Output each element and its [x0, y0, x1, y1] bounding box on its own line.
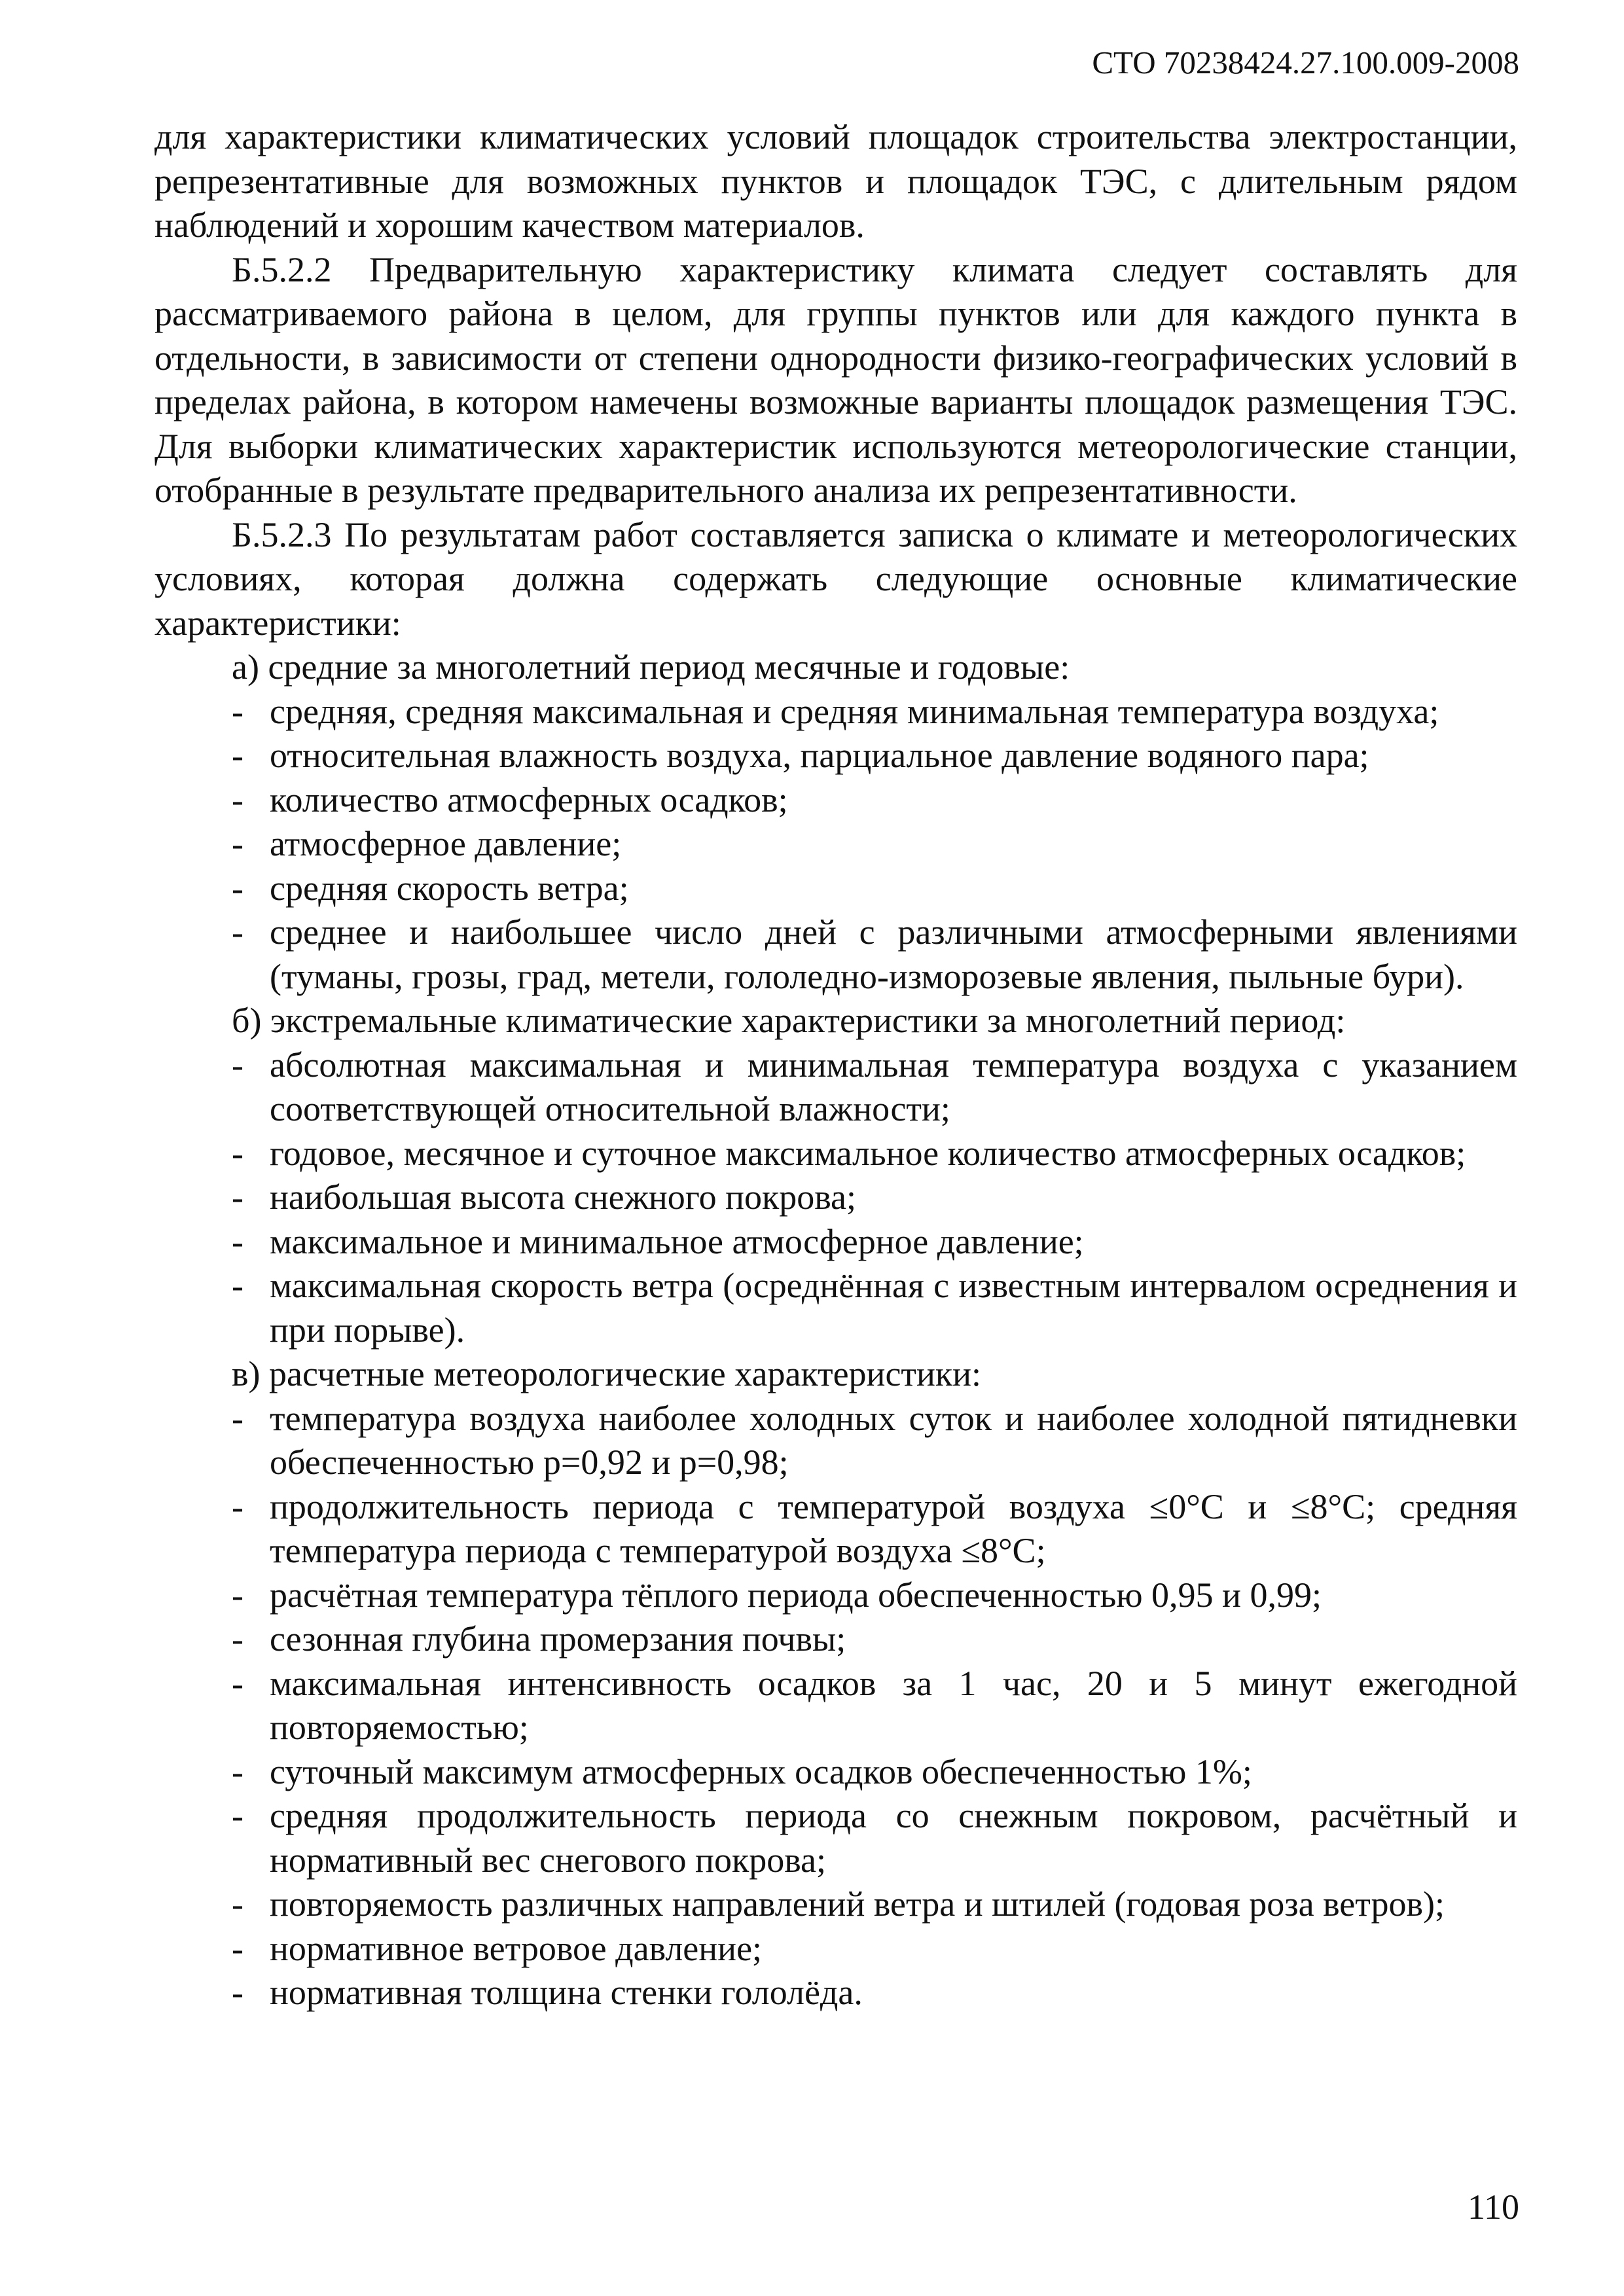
section-a-list: [154, 690, 1517, 999]
list-item-text: абсолютная максимальная и минимальная температура воздуха с указанием соответствующей относительной влажности;: [270, 1045, 1517, 1128]
list-item-text: среднее и наибольшее число дней с различными атмосферными явлениями (туманы, грозы, град, метели, гололедно-изморозевые явления, пыльные бури).: [270, 912, 1517, 996]
list-item-text: нормативное ветровое давление;: [270, 1928, 763, 1968]
list-item: [154, 1662, 1517, 1750]
section-b-list: [154, 1043, 1517, 1353]
list-item-text: максимальная интенсивность осадков за 1 час, 20 и 5 минут ежегодной повторяемостью;: [270, 1663, 1517, 1747]
section-c-list: [154, 1397, 1517, 2015]
list-item: [154, 1264, 1517, 1352]
list-marker: -: [232, 1575, 244, 1615]
list-item-text: средняя продолжительность периода со снежным покровом, расчётный и нормативный вес снегового покрова;: [270, 1796, 1517, 1880]
list-item: [154, 1794, 1517, 1882]
list-item-text: температура воздуха наиболее холодных суток и наиболее холодной пятидневки обеспеченностью р=0,92 и р=0,98;: [270, 1398, 1517, 1482]
list-item: [154, 1971, 1517, 2015]
list-marker: -: [232, 1045, 244, 1085]
list-item: [154, 867, 1517, 911]
list-item: [154, 822, 1517, 867]
section-b-heading: б) экстремальные климатические характеристики за многолетний период:: [232, 1001, 1346, 1040]
list-item-text: средняя скорость ветра;: [270, 868, 629, 908]
list-item: [154, 734, 1517, 778]
list-item-text: максимальная скорость ветра (осреднённая с известным интервалом осреднения и при порыве).: [270, 1266, 1517, 1350]
list-item: [154, 1617, 1517, 1662]
paragraph-intro-continuation: для характеристики климатических условий площадок строительства электростанции, репрезентативные для возможных пунктов и площадок ТЭС, с длительным рядом наблюдений и хорошим качеством материалов.: [154, 117, 1517, 245]
list-item: [154, 1750, 1517, 1795]
list-item-text: повторяемость различных направлений ветра и штилей (годовая роза ветров);: [270, 1884, 1445, 1924]
list-marker: -: [232, 691, 244, 731]
page-number: 110: [1468, 2187, 1519, 2227]
list-item: [154, 1485, 1517, 1573]
list-marker: -: [232, 1663, 244, 1703]
list-marker: -: [232, 912, 244, 952]
list-item-text: расчётная температура тёплого периода обеспеченностью 0,95 и 0,99;: [270, 1575, 1322, 1615]
section-c-heading: в) расчетные метеорологические характеристики:: [232, 1354, 982, 1393]
list-item: [154, 1927, 1517, 1971]
list-marker: -: [232, 1177, 244, 1217]
list-item: [154, 910, 1517, 999]
list-item: [154, 1043, 1517, 1132]
list-marker: -: [232, 1398, 244, 1438]
document-body: [154, 115, 1517, 2015]
paragraph-b522: Б.5.2.2 Предварительную характеристику климата следует составлять для рассматриваемого района в целом, для группы пунктов или для каждого пункта в отдельности, в зависимости от степени однородности физико-географических условий в пределах района, в котором намечены возможные варианты площадок размещения ТЭС. Для выборки климатических характеристик используются метеорологические станции, отобранные в результате предварительного анализа их репрезентативности.: [154, 249, 1517, 510]
list-marker: -: [232, 1751, 244, 1791]
paragraph-b523: Б.5.2.3 По результатам работ составляется записка о климате и метеорологических условиях, которая должна содержать следующие основные климатические характеристики:: [154, 514, 1517, 643]
list-item: [154, 1175, 1517, 1220]
list-item-text: атмосферное давление;: [270, 824, 622, 863]
list-item: [154, 1397, 1517, 1485]
list-item-text: нормативная толщина стенки гололёда.: [270, 1973, 863, 2012]
list-item: [154, 1573, 1517, 1618]
list-marker: -: [232, 1973, 244, 2012]
list-marker: -: [232, 736, 244, 775]
list-marker: -: [232, 824, 244, 863]
list-marker: -: [232, 1928, 244, 1968]
list-marker: -: [232, 868, 244, 908]
list-item: [154, 1132, 1517, 1176]
list-item: [154, 690, 1517, 734]
list-item-text: относительная влажность воздуха, парциальное давление водяного пара;: [270, 736, 1369, 775]
list-item-text: сезонная глубина промерзания почвы;: [270, 1619, 846, 1659]
list-item-text: количество атмосферных осадков;: [270, 780, 788, 819]
list-item-text: годовое, месячное и суточное максимальное количество атмосферных осадков;: [270, 1133, 1466, 1173]
list-item-text: продолжительность периода с температурой воздуха ≤0°С и ≤8°С; средняя температура периода с температурой воздуха ≤8°С;: [270, 1486, 1517, 1570]
list-marker: -: [232, 1266, 244, 1305]
list-marker: -: [232, 780, 244, 819]
section-a-heading: а) средние за многолетний период месячные и годовые:: [232, 647, 1070, 687]
list-item-text: наибольшая высота снежного покрова;: [270, 1177, 856, 1217]
list-marker: -: [232, 1796, 244, 1835]
list-marker: -: [232, 1486, 244, 1526]
list-item: [154, 1882, 1517, 1927]
list-marker: -: [232, 1884, 244, 1924]
document-code-header: СТО 70238424.27.100.009-2008: [1092, 45, 1519, 81]
list-item: [154, 1220, 1517, 1265]
list-marker: -: [232, 1619, 244, 1659]
list-marker: -: [232, 1133, 244, 1173]
list-item-text: суточный максимум атмосферных осадков обеспеченностью 1%;: [270, 1751, 1252, 1791]
list-item-text: средняя, средняя максимальная и средняя минимальная температура воздуха;: [270, 691, 1439, 731]
list-item: [154, 778, 1517, 823]
list-marker: -: [232, 1221, 244, 1261]
list-item-text: максимальное и минимальное атмосферное давление;: [270, 1221, 1084, 1261]
